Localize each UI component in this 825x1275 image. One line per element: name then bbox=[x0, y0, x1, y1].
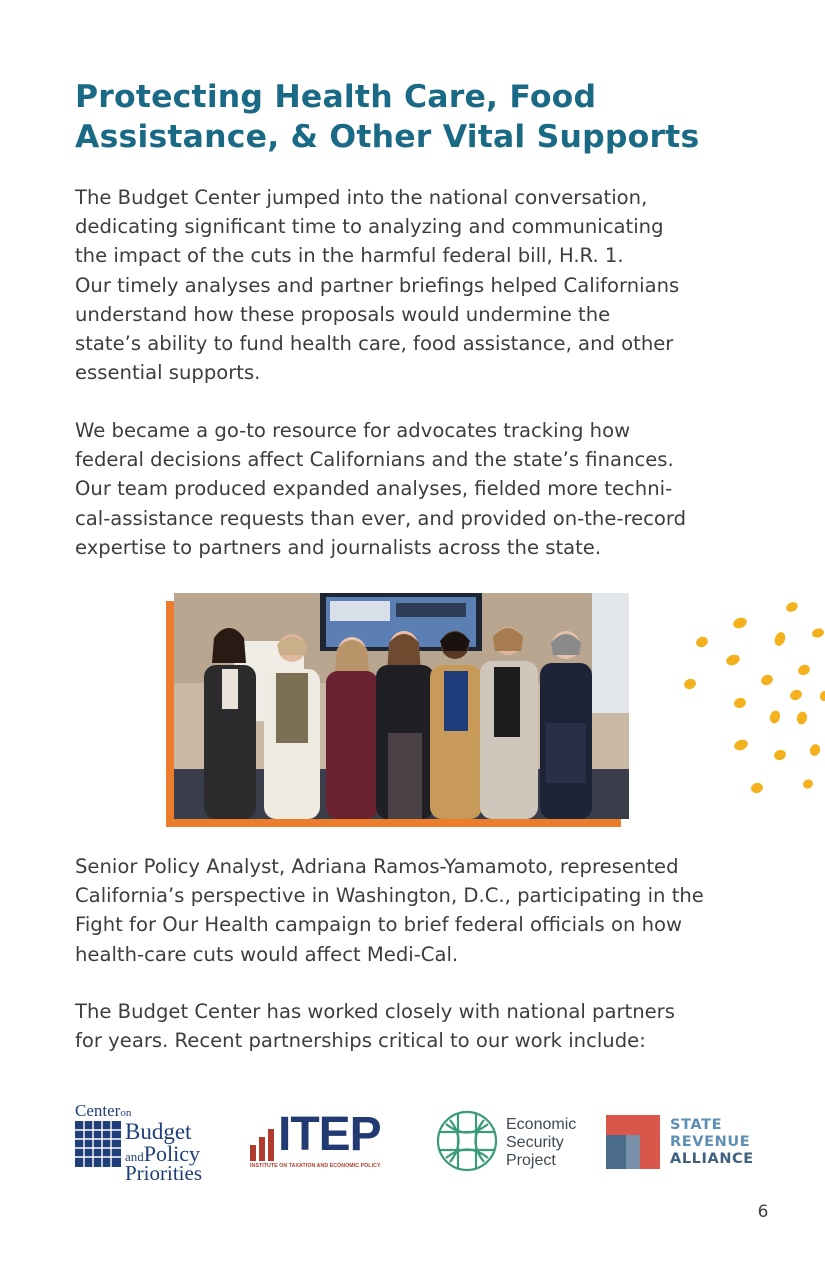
itep-logo bbox=[248, 1108, 398, 1175]
paragraph-line: for years. Recent partnerships critical to our work include: bbox=[75, 1029, 646, 1053]
team-photo-illustration bbox=[174, 593, 629, 819]
paragraph-line: state’s ability to fund health care, food assistance, and other bbox=[75, 332, 674, 356]
sra-line-3: ALLIANCE bbox=[670, 1151, 754, 1167]
analyst-paragraph bbox=[75, 852, 775, 969]
paragraph-line: Our team produced expanded analyses, fielded more techni- bbox=[75, 477, 673, 501]
resource-paragraph bbox=[75, 416, 775, 562]
esp-line-2: Security bbox=[506, 1134, 564, 1151]
page-title-line-1: Protecting Health Care, Food bbox=[75, 79, 597, 115]
page-title bbox=[75, 77, 775, 157]
cbpp-line-4: Priorities bbox=[125, 1161, 202, 1185]
paragraph-line: the impact of the cuts in the harmful federal bill, H.R. 1. bbox=[75, 244, 624, 268]
paragraph-line: We became a go-to resource for advocates tracking how bbox=[75, 419, 631, 442]
paragraph-line: The Budget Center has worked closely with national partners bbox=[75, 1000, 675, 1023]
cbpp-logo bbox=[75, 1103, 215, 1183]
intro-paragraph bbox=[75, 183, 775, 387]
cbpp-line-3-small: and bbox=[125, 1149, 144, 1164]
itep-full-name: INSTITUTE ON TAXATION AND ECONOMIC POLICY bbox=[250, 1163, 381, 1169]
paragraph-line: dedicating significant time to analyzing and communicating bbox=[75, 215, 664, 239]
cbpp-line-1-small: on bbox=[120, 1107, 132, 1119]
paragraph-line: health-care cuts would affect Medi-Cal. bbox=[75, 942, 459, 966]
cbpp-line-1: Center bbox=[75, 1101, 121, 1120]
sra-line-1: STATE bbox=[670, 1117, 723, 1133]
paragraph-line: cal-assistance requests than ever, and provided on-the-record bbox=[75, 506, 687, 530]
paragraph-line: California’s perspective in Washington, D.C., participating in the bbox=[75, 884, 704, 908]
esp-line-3: Project bbox=[506, 1152, 556, 1169]
partners-paragraph bbox=[75, 997, 775, 1055]
paragraph-line: Fight for Our Health campaign to brief federal officials on how bbox=[75, 913, 683, 937]
paragraph-line: understand how these proposals would undermine the bbox=[75, 302, 611, 326]
team-photo bbox=[174, 593, 629, 819]
itep-bars-icon bbox=[250, 1121, 276, 1161]
cbpp-line-3: Policy bbox=[143, 1141, 201, 1166]
paragraph-line: Our timely analyses and partner briefings helped Californians bbox=[75, 273, 680, 297]
paragraph-line: federal decisions affect Californians and the state’s finances. bbox=[75, 448, 674, 472]
cbpp-grid-icon bbox=[75, 1121, 121, 1167]
sra-line-2: REVENUE bbox=[670, 1134, 751, 1150]
esp-circle-icon bbox=[436, 1110, 498, 1172]
paragraph-line: The Budget Center jumped into the national conversation, bbox=[75, 186, 648, 209]
paragraph-line: expertise to partners and journalists across the state. bbox=[75, 535, 602, 559]
state-revenue-alliance-logo bbox=[606, 1115, 766, 1171]
decorative-dots bbox=[680, 598, 825, 798]
sra-square-icon bbox=[606, 1115, 660, 1169]
cbpp-line-2: Budget bbox=[125, 1119, 192, 1144]
esp-logo bbox=[436, 1110, 596, 1174]
page-title-line-2: Assistance, & Other Vital Supports bbox=[75, 119, 700, 155]
esp-line-1: Economic bbox=[506, 1116, 577, 1133]
paragraph-line: Senior Policy Analyst, Adriana Ramos-Yamamoto, represented bbox=[75, 855, 679, 878]
paragraph-line: essential supports. bbox=[75, 361, 261, 385]
page-number: 6 bbox=[757, 1202, 769, 1222]
itep-name: ITEP bbox=[278, 1108, 381, 1161]
